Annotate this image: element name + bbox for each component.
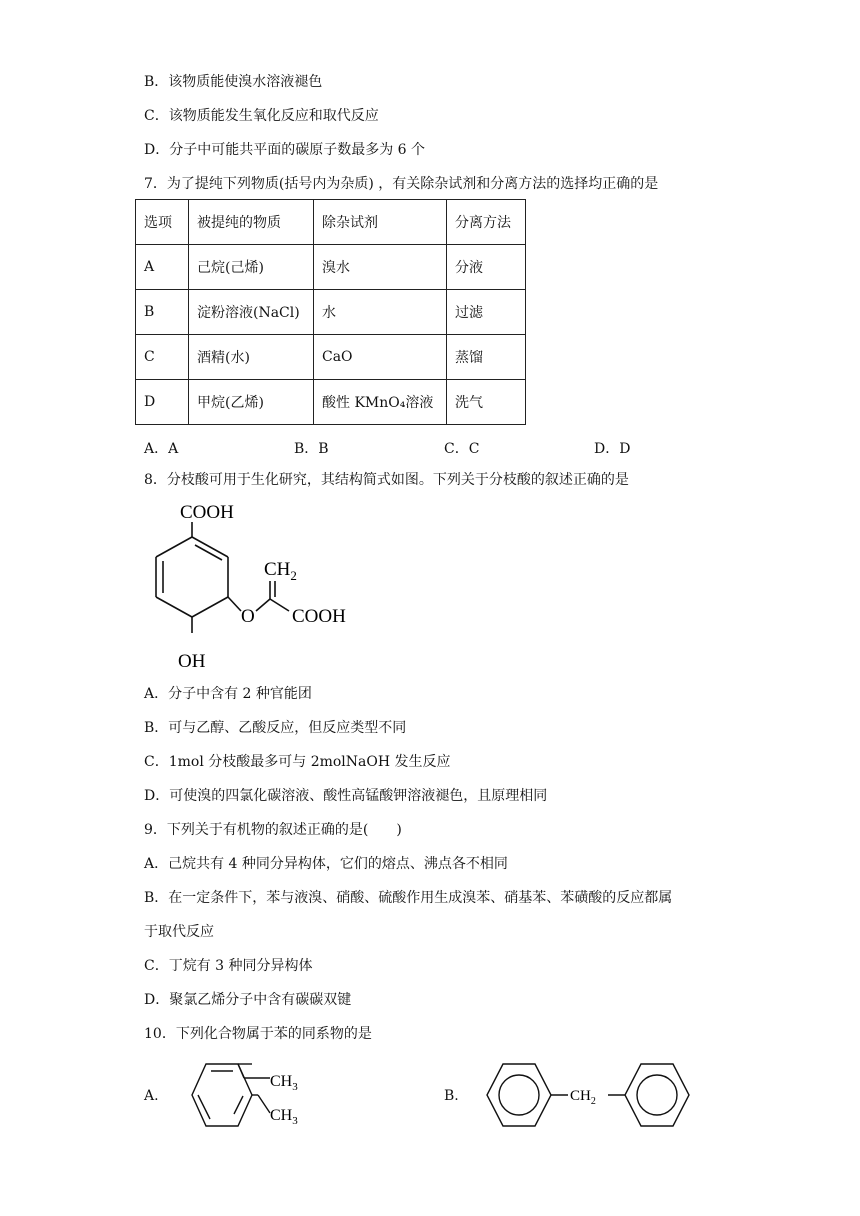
ch3-top-subscript: 3 [292, 1081, 298, 1093]
q6-option-d: D．分子中可能共平面的碳原子数最多为 6 个 [144, 142, 426, 158]
q7-option-b: B．B [294, 441, 329, 457]
q7-stem: 7．为了提纯下列物质(括号内为杂质) ，有关除杂试剂和分离方法的选择均正确的是 [144, 176, 659, 192]
table-cell: B [136, 290, 189, 335]
table-cell: C [136, 335, 189, 380]
table-cell: 水 [314, 290, 447, 335]
q6-option-c: C．该物质能发生氧化反应和取代反应 [144, 108, 379, 124]
q9-option-b-line2: 于取代反应 [144, 924, 214, 940]
q10-stem: 10．下列化合物属于苯的同系物的是 [144, 1026, 372, 1042]
table-row [136, 245, 526, 290]
ch2-text: CH [264, 559, 291, 580]
ch2-bridge-label [570, 1088, 596, 1107]
q8-option-d: D．可使溴的四氯化碳溶液、酸性高锰酸钾溶液褪色，且原理相同 [144, 788, 548, 804]
q7-options [144, 438, 744, 458]
table-row [136, 290, 526, 335]
ch2-subscript: 2 [290, 568, 297, 583]
table-header-cell: 除杂试剂 [314, 200, 447, 245]
q8-stem: 8．分枝酸可用于生化研究，其结构简式如图。下列关于分枝酸的叙述正确的是 [144, 472, 629, 488]
table-cell: 酒精(水) [189, 335, 314, 380]
table-row [136, 380, 526, 425]
ch2-label [264, 559, 297, 583]
cooh-top-label: COOH [180, 502, 234, 523]
cooh-right-label: COOH [292, 606, 346, 627]
ch2-bridge-subscript: 2 [590, 1096, 596, 1107]
table-header-cell: 选项 [136, 200, 189, 245]
ch3-bottom-label [270, 1107, 298, 1127]
table-header-row [136, 200, 526, 245]
table-cell: D [136, 380, 189, 425]
q10-option-a-label: A. [144, 1088, 159, 1104]
q9-option-d: D．聚氯乙烯分子中含有碳碳双键 [144, 992, 352, 1008]
table-cell: 淀粉溶液(NaCl) [189, 290, 314, 335]
q9-option-c: C．丁烷有 3 种同分异构体 [144, 958, 313, 974]
diphenylmethane-structure [484, 1058, 698, 1134]
table-header-cell: 被提纯的物质 [189, 200, 314, 245]
table-cell: 甲烷(乙烯) [189, 380, 314, 425]
ch3-top-label [270, 1073, 298, 1093]
table-cell: 己烷(己烯) [189, 245, 314, 290]
q9-option-b-line1: B．在一定条件下，苯与液溴、硝酸、硫酸作用生成溴苯、硝基苯、苯磺酸的反应都属 [144, 890, 673, 906]
ch3-bottom-text: CH [270, 1107, 293, 1124]
q10-option-b-label: B. [444, 1088, 459, 1104]
chorismic-acid-structure [140, 495, 380, 675]
o-xylene-structure [180, 1058, 320, 1134]
table-cell: CaO [314, 335, 447, 380]
table-cell: 蒸馏 [447, 335, 526, 380]
q8-option-b: B．可与乙醇、乙酸反应，但反应类型不同 [144, 720, 407, 736]
table-cell: 过滤 [447, 290, 526, 335]
q8-option-a: A．分子中含有 2 种官能团 [144, 686, 312, 702]
q7-option-c: C．C [444, 441, 480, 457]
q9-option-a: A．己烷共有 4 种同分异构体，它们的熔点、沸点各不相同 [144, 856, 508, 872]
q7-option-d: D．D [594, 441, 631, 457]
table-cell: 溴水 [314, 245, 447, 290]
ch3-top-text: CH [270, 1073, 293, 1090]
table-cell: A [136, 245, 189, 290]
table-header-cell: 分离方法 [447, 200, 526, 245]
table-row [136, 335, 526, 380]
q9-stem: 9．下列关于有机物的叙述正确的是( ) [144, 822, 402, 838]
oh-label: OH [178, 651, 206, 672]
q8-option-c: C．1mol 分枝酸最多可与 2molNaOH 发生反应 [144, 754, 451, 770]
table-cell: 分液 [447, 245, 526, 290]
table-cell: 酸性 KMnO₄溶液 [314, 380, 447, 425]
q7-option-a: A．A [144, 441, 179, 457]
q6-option-b: B．该物质能使溴水溶液褪色 [144, 74, 323, 90]
ch3-bottom-subscript: 3 [292, 1115, 298, 1127]
ch2-bridge-text: CH [570, 1088, 591, 1104]
table-cell: 洗气 [447, 380, 526, 425]
q7-table [135, 199, 526, 425]
ether-o-label: O [241, 606, 255, 627]
